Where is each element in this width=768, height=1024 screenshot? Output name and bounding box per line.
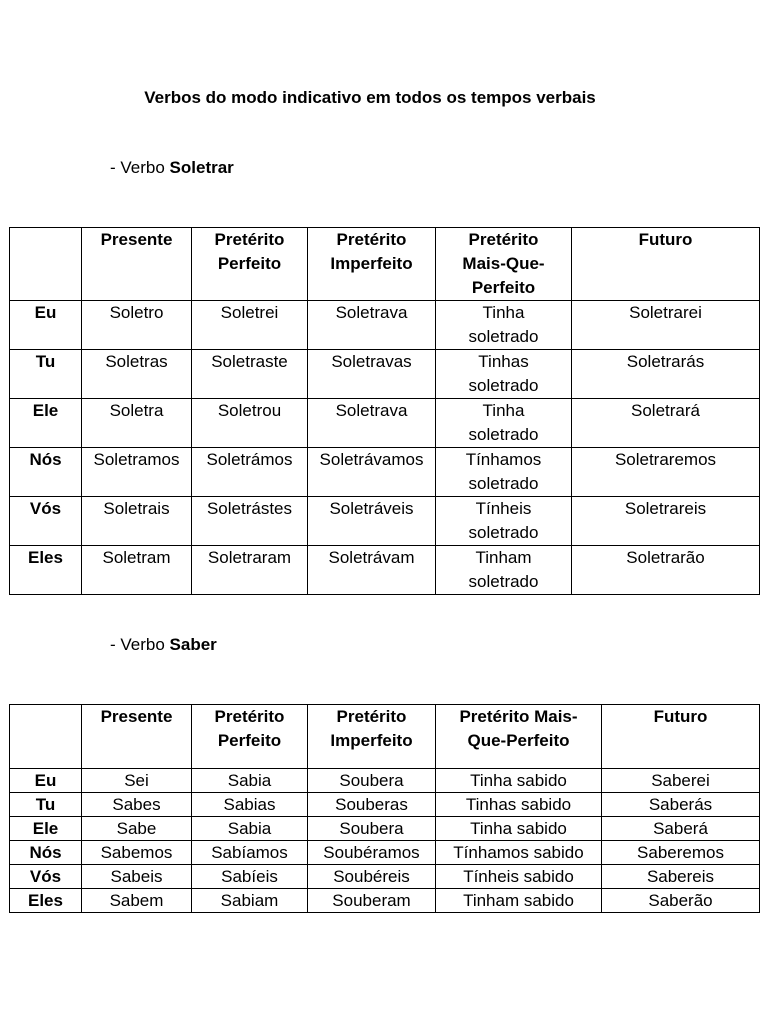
table-cell: Soletráveis bbox=[308, 497, 436, 546]
table-cell: Soletraram bbox=[192, 546, 308, 595]
table-row bbox=[10, 301, 760, 350]
header-cell: Pretérito Mais-Que-Perfeito bbox=[436, 228, 572, 301]
table-cell: Sabias bbox=[192, 793, 308, 817]
table-header-row bbox=[10, 705, 760, 769]
table-cell: Soletrarás bbox=[572, 350, 760, 399]
pronoun-cell: Tu bbox=[10, 793, 82, 817]
section-heading-prefix: - Verbo bbox=[110, 635, 170, 654]
table-cell: Tínheis soletrado bbox=[436, 497, 572, 546]
table-cell: Soletram bbox=[82, 546, 192, 595]
table-cell: Soletrou bbox=[192, 399, 308, 448]
header-cell bbox=[10, 705, 82, 769]
table-row bbox=[10, 546, 760, 595]
table-cell: Soletraste bbox=[192, 350, 308, 399]
table-cell: Soletraremos bbox=[572, 448, 760, 497]
table-row bbox=[10, 448, 760, 497]
table-row bbox=[10, 399, 760, 448]
section-heading-saber bbox=[110, 635, 217, 655]
table-cell: Sabem bbox=[82, 889, 192, 913]
table-cell: Tinham sabido bbox=[436, 889, 602, 913]
table-cell: Saberão bbox=[602, 889, 760, 913]
table-cell: Sabes bbox=[82, 793, 192, 817]
table-cell: Sabia bbox=[192, 769, 308, 793]
header-cell bbox=[10, 228, 82, 301]
section-heading-soletrar bbox=[110, 158, 234, 178]
pronoun-cell: Nós bbox=[10, 448, 82, 497]
header-cell: Futuro bbox=[602, 705, 760, 769]
table-row bbox=[10, 817, 760, 841]
table-cell: Tinha soletrado bbox=[436, 301, 572, 350]
table-cell: Tinha soletrado bbox=[436, 399, 572, 448]
header-cell: Pretérito Perfeito bbox=[192, 228, 308, 301]
table-cell: Soletrava bbox=[308, 301, 436, 350]
header-cell: Pretérito Mais-Que-Perfeito bbox=[436, 705, 602, 769]
table-cell: Saberá bbox=[602, 817, 760, 841]
table-cell: Sabereis bbox=[602, 865, 760, 889]
table-cell: Saberás bbox=[602, 793, 760, 817]
table-cell: Sabemos bbox=[82, 841, 192, 865]
header-cell: Pretérito Perfeito bbox=[192, 705, 308, 769]
table-cell: Sabiam bbox=[192, 889, 308, 913]
section-heading-prefix: - Verbo bbox=[110, 158, 170, 177]
table-cell: Tínheis sabido bbox=[436, 865, 602, 889]
table-cell: Soletras bbox=[82, 350, 192, 399]
table-header-row bbox=[10, 228, 760, 301]
table-cell: Tinha sabido bbox=[436, 817, 602, 841]
pronoun-cell: Ele bbox=[10, 399, 82, 448]
table-cell: Sabeis bbox=[82, 865, 192, 889]
page-title: Verbos do modo indicativo em todos os tempos verbais bbox=[144, 88, 596, 107]
table-cell: Soletrámos bbox=[192, 448, 308, 497]
table-cell: Souberas bbox=[308, 793, 436, 817]
table-row bbox=[10, 793, 760, 817]
table-cell: Saberemos bbox=[602, 841, 760, 865]
table-cell: Soletrava bbox=[308, 399, 436, 448]
pronoun-cell: Eles bbox=[10, 546, 82, 595]
table-cell: Sabíamos bbox=[192, 841, 308, 865]
table-cell: Soletrei bbox=[192, 301, 308, 350]
table-cell: Soletrareis bbox=[572, 497, 760, 546]
table-row bbox=[10, 841, 760, 865]
table-cell: Soubéreis bbox=[308, 865, 436, 889]
table-cell: Soubéramos bbox=[308, 841, 436, 865]
table-cell: Soletrará bbox=[572, 399, 760, 448]
pronoun-cell: Nós bbox=[10, 841, 82, 865]
pronoun-cell: Vós bbox=[10, 865, 82, 889]
table-cell: Souberam bbox=[308, 889, 436, 913]
section-heading-verb: Soletrar bbox=[169, 158, 234, 177]
table-cell: Soletra bbox=[82, 399, 192, 448]
table-cell: Tinhas sabido bbox=[436, 793, 602, 817]
pronoun-cell: Eu bbox=[10, 301, 82, 350]
table-cell: Soletramos bbox=[82, 448, 192, 497]
header-cell: Presente bbox=[82, 705, 192, 769]
table-row bbox=[10, 889, 760, 913]
table-cell: Soletro bbox=[82, 301, 192, 350]
table-cell: Tinham soletrado bbox=[436, 546, 572, 595]
header-cell: Pretérito Imperfeito bbox=[308, 228, 436, 301]
header-cell: Futuro bbox=[572, 228, 760, 301]
table-cell: Soletrarei bbox=[572, 301, 760, 350]
table-cell: Sei bbox=[82, 769, 192, 793]
header-cell: Presente bbox=[82, 228, 192, 301]
table-cell: Soubera bbox=[308, 769, 436, 793]
table-cell: Soletrástes bbox=[192, 497, 308, 546]
table-cell: Soletrávam bbox=[308, 546, 436, 595]
table-row bbox=[10, 769, 760, 793]
table-cell: Saberei bbox=[602, 769, 760, 793]
table-cell: Tínhamos sabido bbox=[436, 841, 602, 865]
table-cell: Sabe bbox=[82, 817, 192, 841]
table-cell: Tinhas soletrado bbox=[436, 350, 572, 399]
table-cell: Tinha sabido bbox=[436, 769, 602, 793]
conjugation-table-soletrar bbox=[9, 227, 760, 595]
section-heading-verb: Saber bbox=[169, 635, 217, 654]
table-cell: Tínhamos soletrado bbox=[436, 448, 572, 497]
table-cell: Soletravas bbox=[308, 350, 436, 399]
pronoun-cell: Eu bbox=[10, 769, 82, 793]
table-cell: Sabíeis bbox=[192, 865, 308, 889]
header-cell: Pretérito Imperfeito bbox=[308, 705, 436, 769]
pronoun-cell: Tu bbox=[10, 350, 82, 399]
table-cell: Soletrais bbox=[82, 497, 192, 546]
conjugation-table-saber bbox=[9, 704, 760, 913]
table-cell: Soletrávamos bbox=[308, 448, 436, 497]
table-cell: Soletrarão bbox=[572, 546, 760, 595]
table-row bbox=[10, 865, 760, 889]
table-row bbox=[10, 350, 760, 399]
table-cell: Sabia bbox=[192, 817, 308, 841]
pronoun-cell: Ele bbox=[10, 817, 82, 841]
table-row bbox=[10, 497, 760, 546]
pronoun-cell: Vós bbox=[10, 497, 82, 546]
pronoun-cell: Eles bbox=[10, 889, 82, 913]
table-cell: Soubera bbox=[308, 817, 436, 841]
